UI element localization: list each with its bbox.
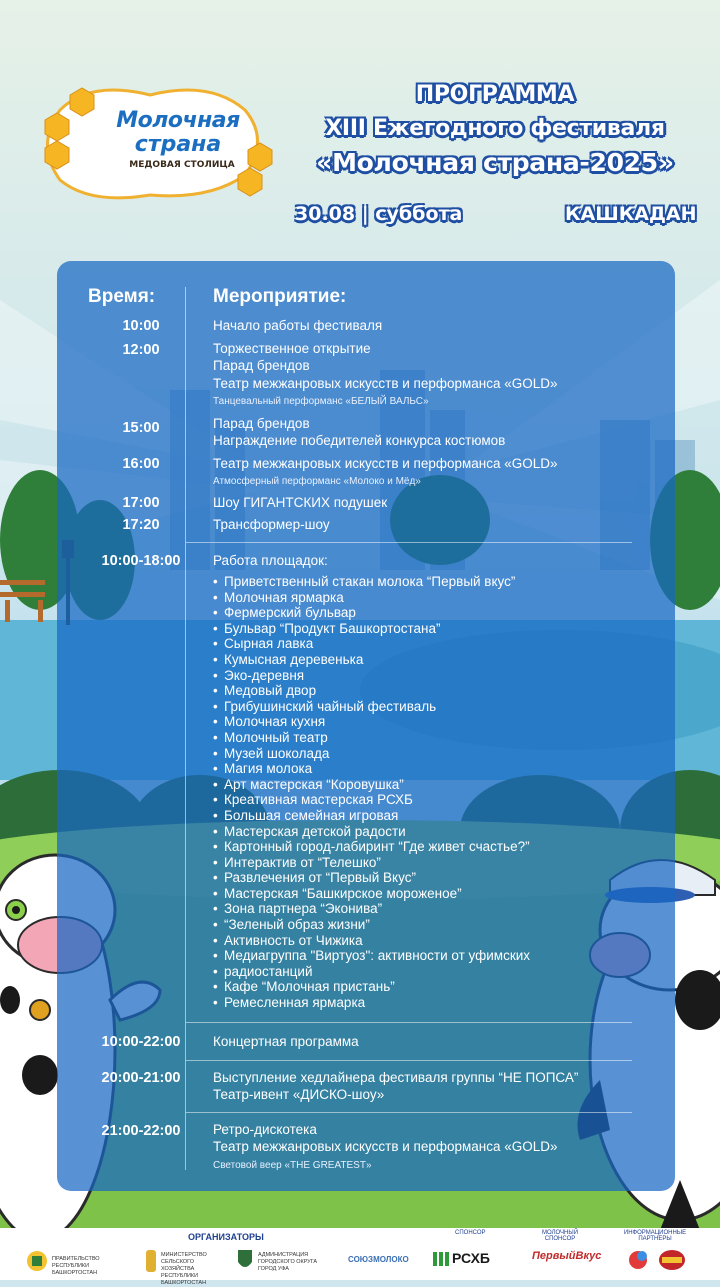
sponsors-footer: [0, 1228, 720, 1280]
list-item: • Кумысная деревенька: [213, 652, 530, 668]
event-date: 30.08 | суббота: [295, 203, 462, 225]
title-line-1: ПРОГРАММА: [290, 78, 700, 112]
schedule-event: Концертная программа: [213, 1033, 359, 1051]
schedule-event: Работа площадок:: [213, 552, 328, 570]
schedule-event: Театр межжанровых искусств и перформанса «GOLD»: [213, 1138, 558, 1156]
schedule-time: 10:00: [86, 318, 196, 334]
event-column-header: Мероприятие:: [213, 286, 346, 308]
list-item-continuation: • радиостанций: [213, 964, 530, 980]
festival-logo: [36, 90, 276, 208]
row-separator: [186, 542, 632, 543]
logo-title-2: страна: [98, 132, 258, 157]
sponsor-pervy-vkus: ПервыйВкус: [532, 1250, 601, 1262]
list-item: • “Зеленый образ жизни”: [213, 917, 530, 933]
schedule-event: Ретро-дискотека: [213, 1121, 317, 1139]
list-item: • Мастерская детской радости: [213, 824, 530, 840]
list-item: • Арт мастерская “Коровушка”: [213, 777, 530, 793]
list-item: • Сырная лавка: [213, 636, 530, 652]
time-column-header: Время:: [88, 286, 155, 308]
schedule-time: 10:00-18:00: [80, 553, 202, 569]
schedule-note: Световой веер «THE GREATEST»: [213, 1160, 372, 1171]
sponsor-rshb: РСХБ: [452, 1250, 490, 1266]
list-item: • Эко-деревня: [213, 668, 530, 684]
list-item: • Медовый двор: [213, 683, 530, 699]
schedule-event: Награждение победителей конкурса костюмов: [213, 432, 505, 450]
schedule-time: 17:00: [86, 495, 196, 511]
list-item: • Зона партнера “Эконива”: [213, 901, 530, 917]
list-item: • Фермерский бульвар: [213, 605, 530, 621]
list-item: • Креативная мастерская РСХБ: [213, 792, 530, 808]
organizer-government: ПРАВИТЕЛЬСТВО РЕСПУБЛИКИ БАШКОРТОСТАН: [52, 1256, 114, 1277]
schedule-event: Шоу ГИГАНТСКИХ подушек: [213, 494, 387, 512]
info-partners-heading: ИНФОРМАЦИОННЫЕ ПАРТНЕРЫ: [615, 1230, 695, 1242]
list-item: • Картонный город-лабиринт “Где живет счастье?”: [213, 839, 530, 855]
schedule-event: Театр-ивент «ДИСКО-шоу»: [213, 1086, 384, 1104]
list-item: • Медиагруппа "Виртуоз": активности от уфимских: [213, 948, 530, 964]
list-item: • Мастерская “Башкирское мороженое”: [213, 886, 530, 902]
schedule-note: Танцевальный перформанс «БЕЛЫЙ ВАЛЬС»: [213, 396, 429, 407]
schedule-note: Атмосферный перформанс «Молоко и Мёд»: [213, 476, 421, 487]
row-separator: [186, 1112, 632, 1113]
organizer-soyuzmoloko: СОЮЗМОЛОКО: [348, 1255, 409, 1264]
schedule-time: 15:00: [86, 420, 196, 436]
schedule-time: 21:00-22:00: [80, 1123, 202, 1139]
row-separator: [186, 1022, 632, 1023]
schedule-time: 17:20: [86, 517, 196, 533]
title-line-3: «Молочная страна-2025»: [290, 146, 700, 180]
schedule-event: Театр межжанровых искусств и перформанса «GOLD»: [213, 455, 558, 473]
organizer-ufa: АДМИНИСТРАЦИЯ ГОРОДСКОГО ОКРУГА ГОРОД УФА: [258, 1252, 328, 1273]
venue-list: [213, 574, 530, 1011]
milk-sponsor-heading: МОЛОЧНЫЙ СПОНСОР: [535, 1230, 585, 1242]
list-item: • Молочная ярмарка: [213, 590, 530, 606]
schedule-time: 20:00-21:00: [80, 1070, 202, 1086]
schedule-event: Торжественное открытие: [213, 340, 371, 358]
organizer-ministry: МИНИСТЕРСТВО СЕЛЬСКОГО ХОЗЯЙСТВА РЕСПУБЛИКИ БАШКОРТОСТАН: [161, 1252, 221, 1287]
info-partner-logos-icon: [626, 1244, 686, 1276]
logo-title-1: Молочная: [98, 108, 258, 133]
sponsor-heading: СПОНСОР: [455, 1230, 485, 1236]
rshb-logo-icon: [433, 1252, 449, 1266]
schedule-time: 12:00: [86, 342, 196, 358]
list-item: • Молочная кухня: [213, 714, 530, 730]
list-item: • Активность от Чижика: [213, 933, 530, 949]
list-item: • Магия молока: [213, 761, 530, 777]
list-item: • Развлечения от “Первый Вкус”: [213, 870, 530, 886]
schedule-time: 16:00: [86, 456, 196, 472]
page-title: [290, 78, 700, 180]
schedule-event: Театр межжанровых искусств и перформанса «GOLD»: [213, 375, 558, 393]
list-item: • Ремесленная ярмарка: [213, 995, 530, 1011]
schedule-event: Парад брендов: [213, 357, 310, 375]
title-line-2: XIII Ежегодного фестиваля: [290, 112, 700, 146]
row-separator: [186, 1060, 632, 1061]
event-location: КАШКАДАН: [565, 203, 696, 225]
schedule-event: Парад брендов: [213, 415, 310, 433]
list-item: • Музей шоколада: [213, 746, 530, 762]
schedule-event: Выступление хедлайнера фестиваля группы “НЕ ПОПСА”: [213, 1069, 578, 1087]
list-item: • Кафе “Молочная пристань”: [213, 979, 530, 995]
list-item: • Интерактив от “Телешко”: [213, 855, 530, 871]
schedule-time: 10:00-22:00: [80, 1034, 202, 1050]
list-item: • Большая семейная игровая: [213, 808, 530, 824]
ufa-emblem-icon: [236, 1248, 254, 1272]
schedule-event: Трансформер-шоу: [213, 516, 330, 534]
bashkortostan-emblem-icon: [26, 1250, 48, 1272]
list-item: • Молочный театр: [213, 730, 530, 746]
schedule-event: Начало работы фестиваля: [213, 317, 382, 335]
organizers-heading: ОРГАНИЗАТОРЫ: [188, 1232, 264, 1242]
list-item: • Бульвар “Продукт Башкортостана”: [213, 621, 530, 637]
logo-subtitle: МЕДОВАЯ СТОЛИЦА: [122, 160, 242, 170]
list-item: • Приветственный стакан молока “Первый вкус”: [213, 574, 530, 590]
list-item: • Грибушинский чайный фестиваль: [213, 699, 530, 715]
ministry-emblem-icon: [144, 1248, 158, 1274]
